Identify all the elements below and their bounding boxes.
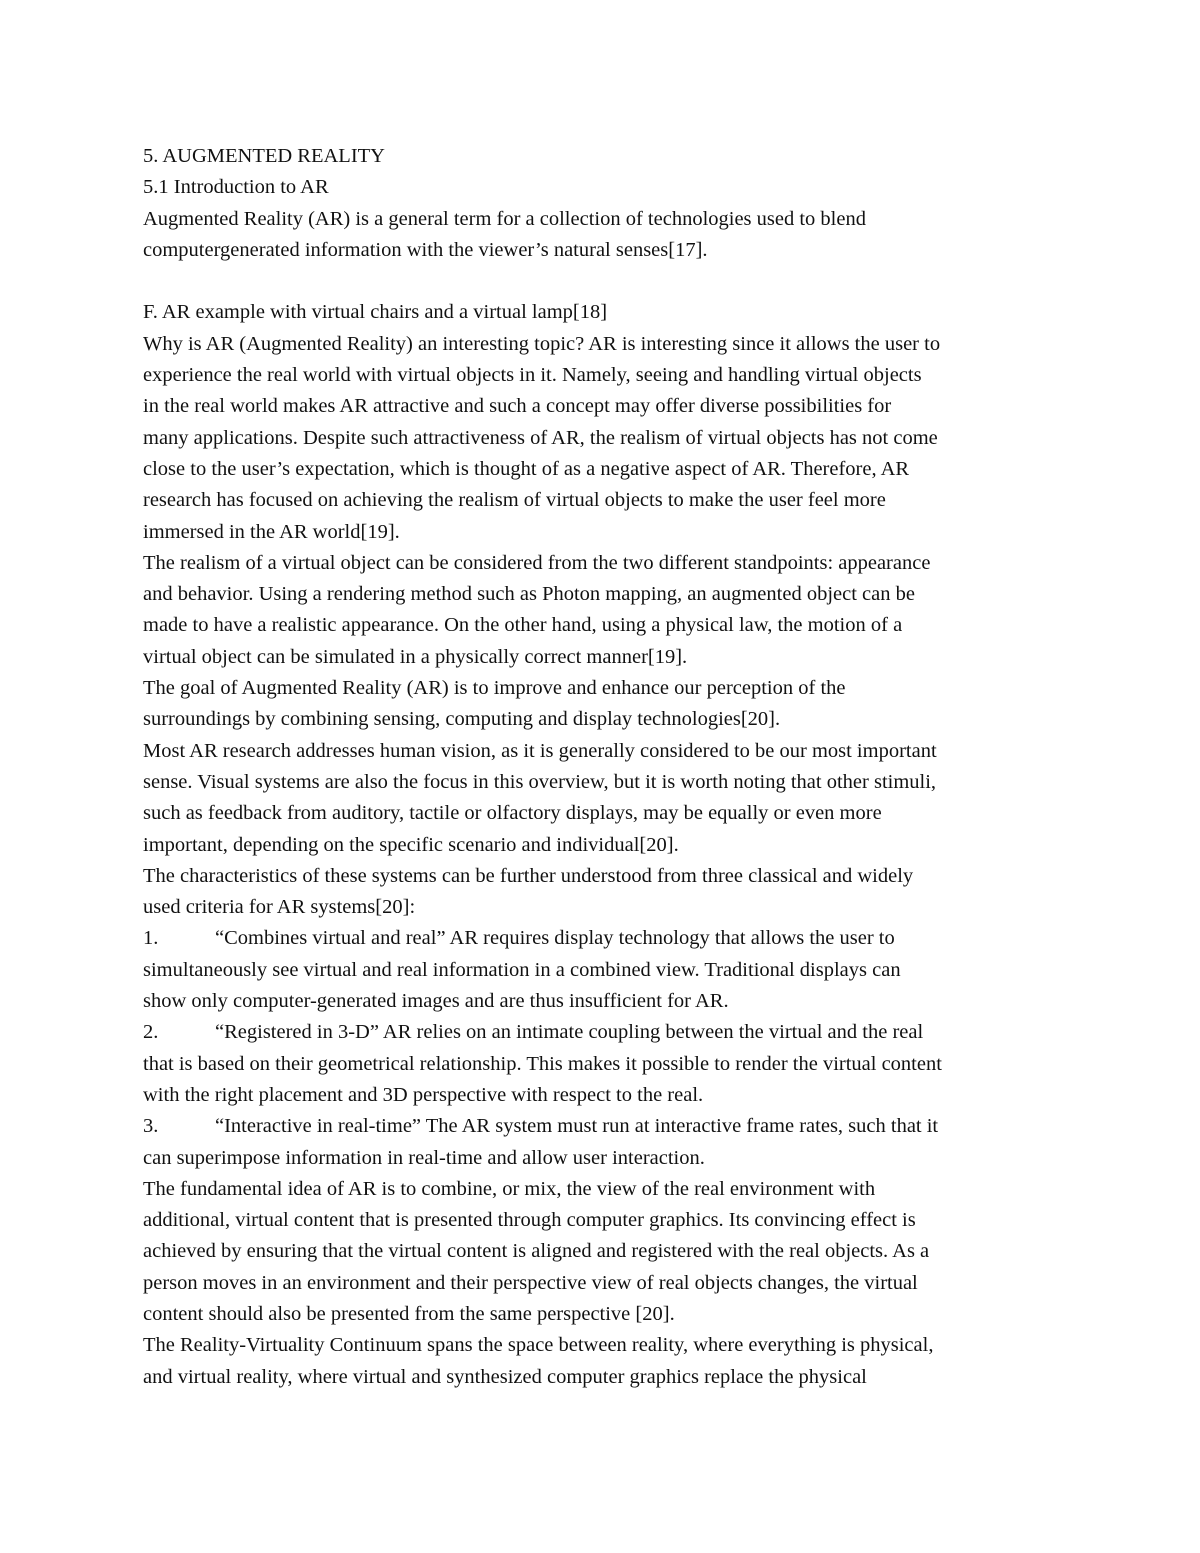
text-line: sense. Visual systems are also the focus in this overview, but it is worth noting that other stimuli, (143, 770, 937, 793)
text-line: experience the real world with virtual objects in it. Namely, seeing and handling virtual objects (143, 364, 922, 387)
list-item (143, 1111, 1073, 1174)
list-number: 3. (143, 1115, 159, 1138)
text-line: additional, virtual content that is presented through computer graphics. Its convincing effect is (143, 1209, 916, 1232)
text-line: virtual object can be simulated in a physically correct manner[19]. (143, 645, 688, 668)
text-line: many applications. Despite such attractiveness of AR, the realism of virtual objects has not come (143, 426, 938, 449)
text-line: achieved by ensuring that the virtual content is aligned and registered with the real objects. As a (143, 1240, 930, 1263)
text-line: can superimpose information in real-time and allow user interaction. (143, 1146, 705, 1169)
intro-paragraph (143, 204, 1073, 267)
paragraph-characteristics (143, 861, 1073, 924)
text-line: computergenerated information with the viewer’s natural senses[17]. (143, 238, 708, 261)
text-line: The characteristics of these systems can be further understood from three classical and widely (143, 864, 914, 887)
criteria-list (143, 923, 1073, 1173)
blank-line (143, 266, 1073, 297)
text-line: The fundamental idea of AR is to combine, or mix, the view of the real environment with (143, 1177, 876, 1200)
text-line: The realism of a virtual object can be considered from the two different standpoints: appearance (143, 551, 931, 574)
paragraph-continuum (143, 1330, 1073, 1393)
text-line: made to have a realistic appearance. On the other hand, using a physical law, the motion of a (143, 614, 903, 637)
list-item-first-line (143, 923, 1073, 954)
paragraph-human-vision (143, 736, 1073, 861)
text-line: important, depending on the specific scenario and individual[20]. (143, 833, 679, 856)
list-item-first-line (143, 1017, 1073, 1048)
list-item-text: “Registered in 3-D” AR relies on an intimate coupling between the virtual and the real (215, 1021, 924, 1044)
list-item (143, 1017, 1073, 1111)
list-item (143, 923, 1073, 1017)
list-item-text: “Combines virtual and real” AR requires display technology that allows the user to (215, 927, 895, 950)
text-line: in the real world makes AR attractive and such a concept may offer diverse possibilities for (143, 395, 892, 418)
list-item-text: “Interactive in real-time” The AR system must run at interactive frame rates, such that it (215, 1115, 939, 1138)
list-item-first-line (143, 1111, 1073, 1142)
text-line: used criteria for AR systems[20]: (143, 896, 416, 919)
text-line: show only computer-generated images and are thus insufficient for AR. (143, 990, 729, 1013)
document-body (143, 141, 1073, 1393)
text-line: surroundings by combining sensing, computing and display technologies[20]. (143, 708, 781, 731)
text-line: with the right placement and 3D perspective with respect to the real. (143, 1083, 704, 1106)
text-line: research has focused on achieving the realism of virtual objects to make the user feel more (143, 489, 886, 512)
list-number: 1. (143, 927, 159, 950)
paragraph-goal (143, 673, 1073, 736)
text-line: Augmented Reality (AR) is a general term for a collection of technologies used to blend (143, 207, 866, 230)
paragraph-fundamental-idea (143, 1174, 1073, 1330)
text-line: The goal of Augmented Reality (AR) is to improve and enhance our perception of the (143, 677, 846, 700)
text-line: person moves in an environment and their perspective view of real objects changes, the virtual (143, 1271, 918, 1294)
text-line: content should also be presented from the same perspective [20]. (143, 1302, 675, 1325)
text-line: that is based on their geometrical relationship. This makes it possible to render the virtual content (143, 1052, 942, 1075)
text-line: close to the user’s expectation, which is thought of as a negative aspect of AR. Therefore, AR (143, 457, 910, 480)
section-heading: 5. AUGMENTED REALITY (143, 145, 385, 167)
text-line: Most AR research addresses human vision, as it is generally considered to be our most important (143, 739, 937, 762)
text-line: immersed in the AR world[19]. (143, 520, 400, 543)
figure-caption: F. AR example with virtual chairs and a virtual lamp[18] (143, 301, 608, 324)
text-line: Why is AR (Augmented Reality) an interesting topic? AR is interesting since it allows the user to (143, 332, 941, 355)
text-line: such as feedback from auditory, tactile or olfactory displays, may be equally or even more (143, 802, 882, 825)
text-line: and virtual reality, where virtual and synthesized computer graphics replace the physical (143, 1365, 867, 1388)
paragraph-why-ar (143, 329, 1073, 548)
paragraph-realism (143, 548, 1073, 673)
text-line: The Reality-Virtuality Continuum spans the space between reality, where everything is physical, (143, 1334, 934, 1357)
subsection-heading: 5.1 Introduction to AR (143, 176, 329, 199)
text-line: simultaneously see virtual and real information in a combined view. Traditional displays can (143, 958, 901, 981)
list-number: 2. (143, 1021, 159, 1044)
text-line: and behavior. Using a rendering method such as Photon mapping, an augmented object can be (143, 583, 915, 606)
